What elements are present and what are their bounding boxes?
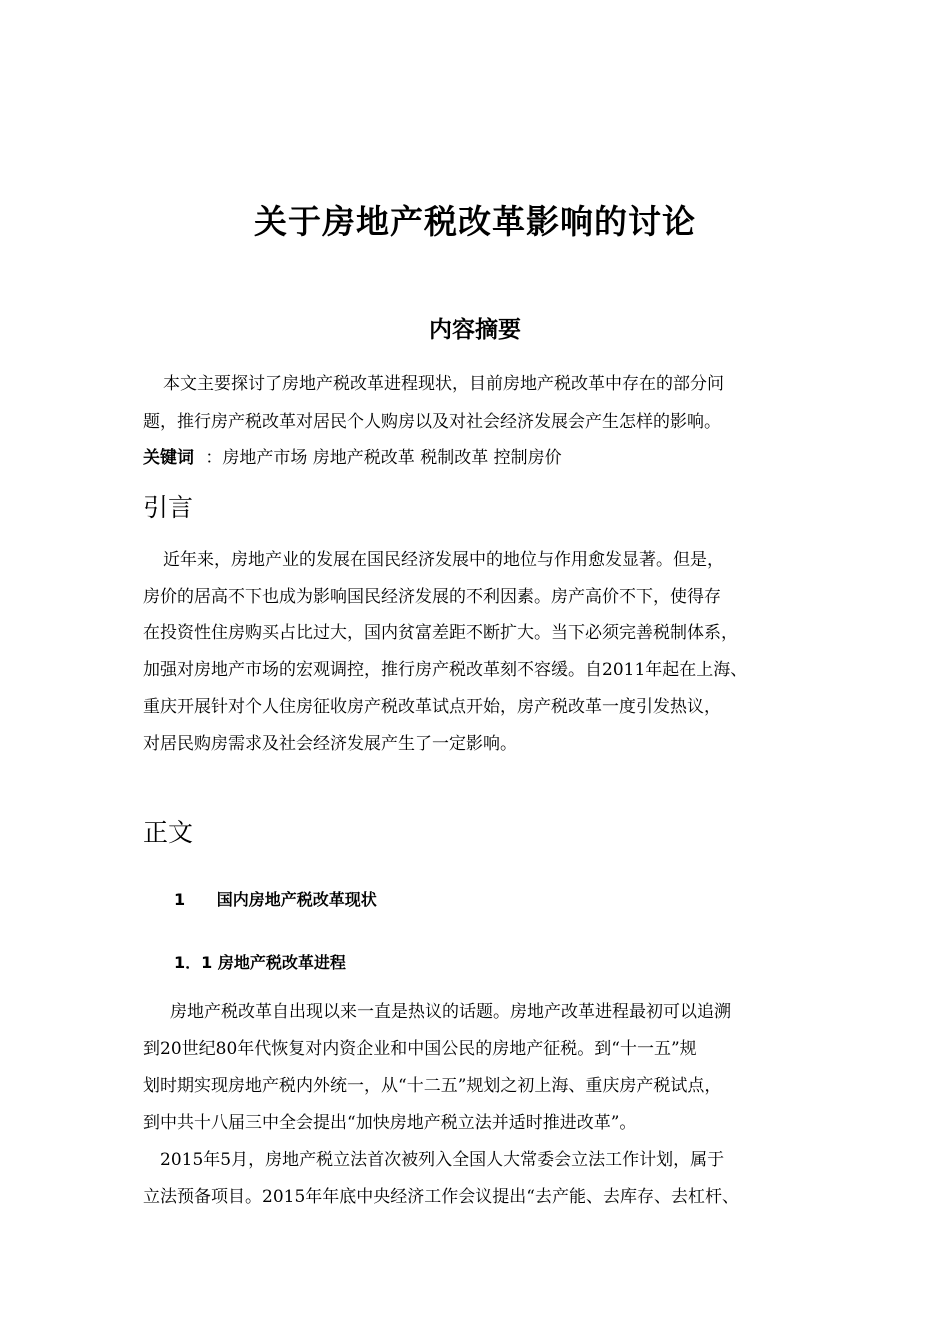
intro-line: 加强对房地产市场的宏观调控，推行房产税改革刻不容缓。自2011年起在上海、 bbox=[143, 660, 748, 680]
abstract-line: 题，推行房产税改革对居民个人购房以及对社会经济发展会产生怎样的影响。 bbox=[143, 412, 721, 432]
body-paragraph-line: 到中共十八届三中全会提出“加快房地产税立法并适时推进改革”。 bbox=[143, 1113, 637, 1133]
section-1-1-heading bbox=[174, 950, 346, 976]
intro-line: 房价的居高不下也成为影响国民经济发展的不利因素。房产高价不下，使得存 bbox=[143, 587, 721, 607]
keywords-text: ：房地产市场 房地产税改革 税制改革 控制房价 bbox=[205, 448, 562, 468]
body-paragraph-line: 2015年5月，房地产税立法首次被列入全国人大常委会立法工作计划，属于 bbox=[160, 1150, 725, 1170]
keywords-label: 关键词 bbox=[143, 448, 194, 468]
body-paragraph-line: 划时期实现房地产税内外统一，从“十二五”规划之初上海、重庆房产税试点， bbox=[143, 1076, 722, 1096]
section-title: 房地产税改革进程 bbox=[217, 953, 346, 972]
body-paragraph-line: 立法预备项目。2015年年底中央经济工作会议提出“去产能、去库存、去杠杆、 bbox=[143, 1187, 739, 1207]
abstract-line: 本文主要探讨了房地产税改革进程现状，目前房地产税改革中存在的部分问 bbox=[163, 374, 724, 394]
intro-line: 近年来，房地产业的发展在国民经济发展中的地位与作用愈发显著。但是， bbox=[163, 550, 724, 570]
document-title: 关于房地产税改革影响的讨论 bbox=[254, 202, 696, 241]
intro-line: 对居民购房需求及社会经济发展产生了一定影响。 bbox=[143, 734, 517, 754]
keywords-line bbox=[143, 443, 562, 473]
intro-heading: 引言 bbox=[143, 493, 194, 522]
section-1-heading bbox=[174, 887, 377, 913]
section-number: 1 bbox=[174, 890, 186, 909]
body-heading: 正文 bbox=[143, 818, 194, 847]
section-number: 1．1 bbox=[174, 953, 213, 972]
body-paragraph-line: 到20世纪80年代恢复对内资企业和中国公民的房地产征税。到“十一五”规 bbox=[143, 1039, 697, 1059]
body-paragraph-line: 房地产税改革自出现以来一直是热议的话题。房地产改革进程最初可以追溯 bbox=[170, 1002, 731, 1022]
section-title: 国内房地产税改革现状 bbox=[216, 890, 377, 909]
intro-line: 在投资性住房购买占比过大，国内贫富差距不断扩大。当下必须完善税制体系， bbox=[143, 623, 738, 643]
abstract-heading: 内容摘要 bbox=[429, 317, 521, 343]
intro-line: 重庆开展针对个人住房征收房产税改革试点开始，房产税改革一度引发热议， bbox=[143, 697, 721, 717]
